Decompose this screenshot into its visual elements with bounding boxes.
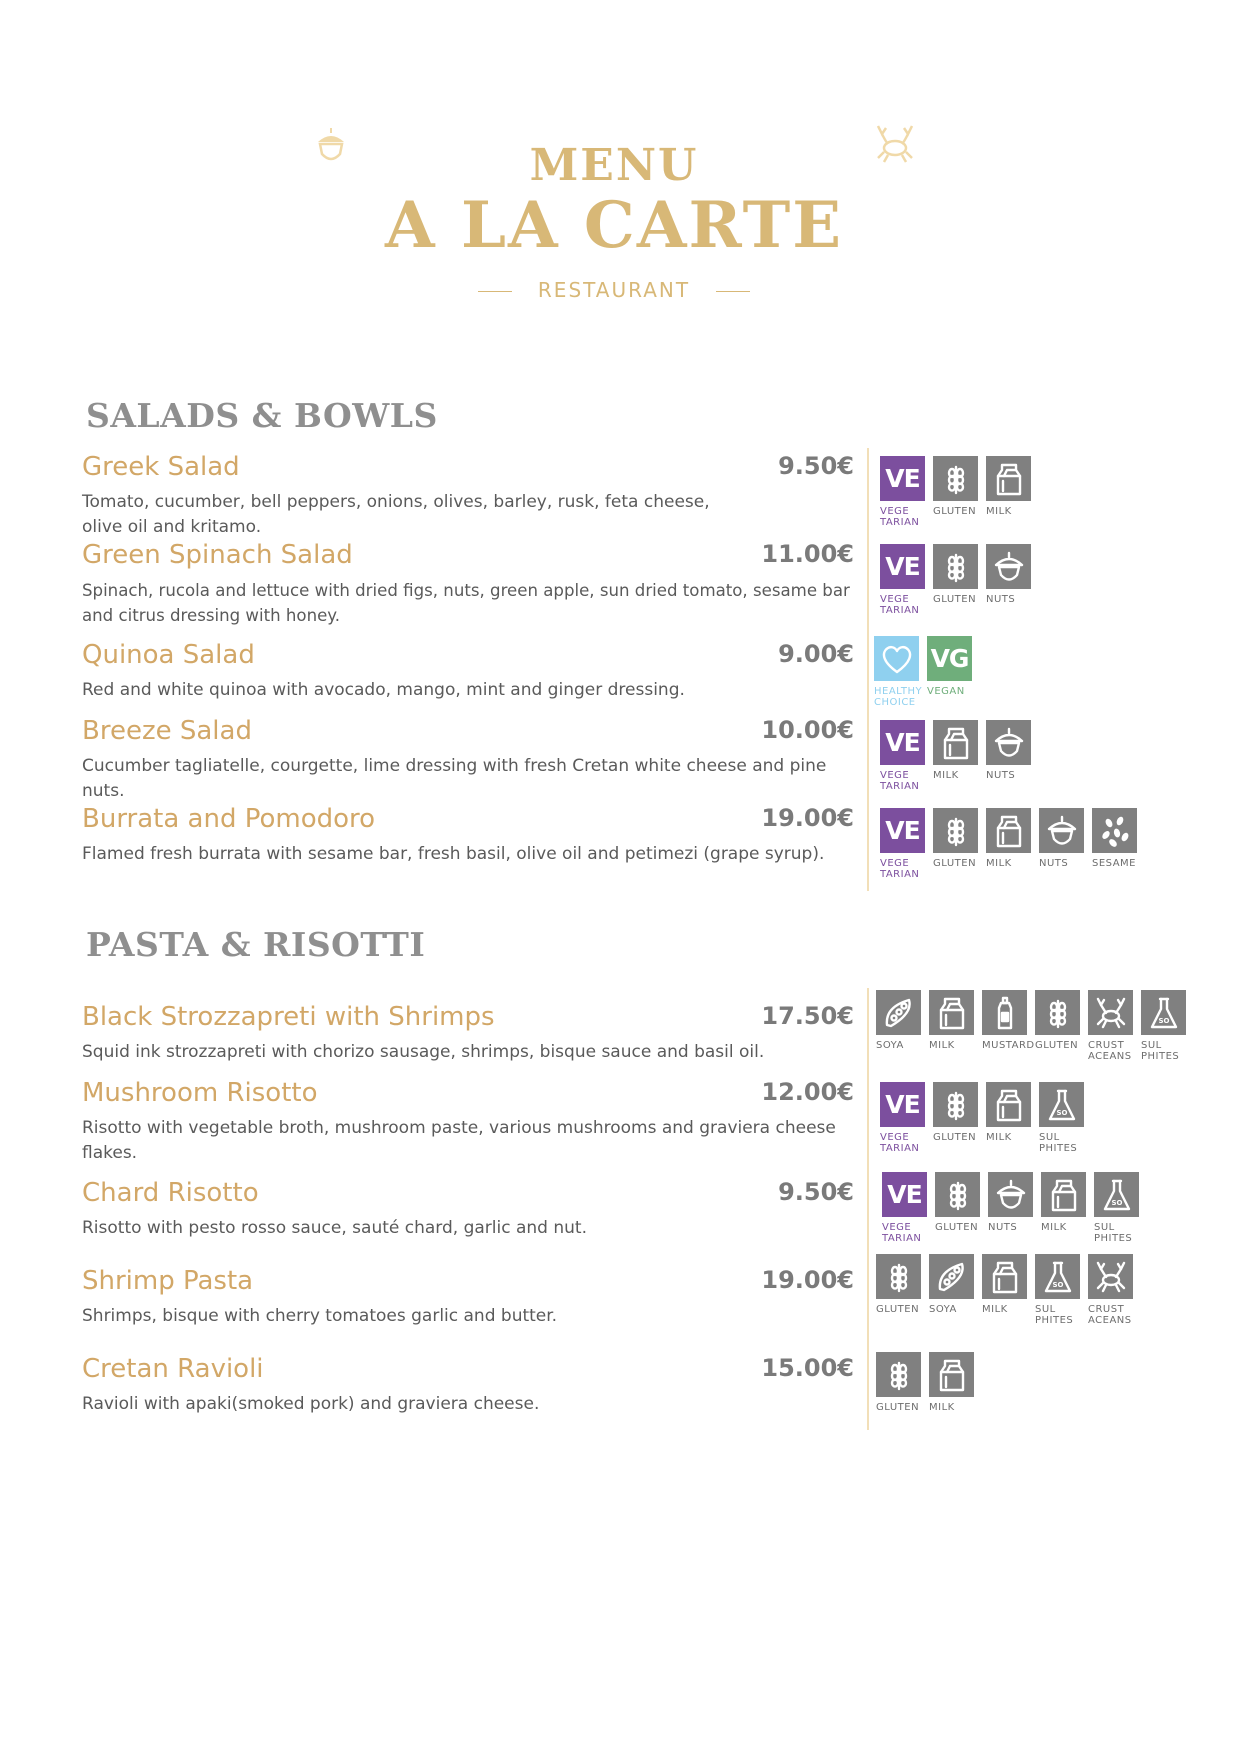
gluten-icon bbox=[933, 544, 978, 589]
milk-icon bbox=[1041, 1172, 1086, 1217]
divider bbox=[716, 291, 750, 292]
allergen-label: SUL PHITES bbox=[1035, 1304, 1074, 1326]
sulphites-badge bbox=[1039, 1082, 1089, 1154]
sulphites-icon bbox=[1141, 990, 1186, 1035]
nuts-icon bbox=[986, 720, 1031, 765]
section-title-pasta: PASTA & RISOTTI bbox=[86, 925, 426, 964]
allergen-label: GLUTEN bbox=[876, 1402, 920, 1413]
allergen-label: NUTS bbox=[988, 1222, 1018, 1233]
healthy-badge bbox=[874, 636, 924, 708]
vegetarian-badge bbox=[882, 1172, 932, 1244]
svg-text:SO: SO bbox=[1052, 1280, 1063, 1289]
vegetarian-icon: VE bbox=[880, 808, 925, 853]
dish-name: Breeze Salad bbox=[82, 716, 252, 746]
allergen-icons bbox=[874, 636, 980, 708]
allergen-label: MILK bbox=[986, 506, 1012, 517]
allergen-icons bbox=[880, 544, 1039, 616]
gluten-icon bbox=[933, 1082, 978, 1127]
gluten-badge bbox=[933, 808, 983, 880]
allergen-icons bbox=[876, 1352, 982, 1413]
dish-price: 9.50€ bbox=[778, 1178, 854, 1206]
allergen-label: VEGE TARIAN bbox=[880, 506, 920, 528]
sulphites-icon bbox=[1039, 1082, 1084, 1127]
allergen-label: VEGE TARIAN bbox=[880, 1132, 920, 1154]
dish-description: Flamed fresh burrata with sesame bar, fresh basil, olive oil and petimezi (grape syrup). bbox=[82, 844, 825, 864]
dish-name: Black Strozzapreti with Shrimps bbox=[82, 1002, 495, 1032]
gluten-icon bbox=[876, 1352, 921, 1397]
soya-icon bbox=[876, 990, 921, 1035]
allergen-label: MILK bbox=[929, 1040, 955, 1051]
vegetarian-icon: VE bbox=[882, 1172, 927, 1217]
dish-description: Cucumber tagliatelle, courgette, lime dressing with fresh Cretan white cheese and pine nuts. bbox=[82, 756, 827, 801]
allergen-label: VEGE TARIAN bbox=[882, 1222, 922, 1244]
crustaceans-badge bbox=[1088, 1254, 1138, 1326]
milk-badge bbox=[1041, 1172, 1091, 1244]
crustaceans-icon bbox=[1088, 990, 1133, 1035]
allergen-label: NUTS bbox=[986, 594, 1016, 605]
dish-name: Mushroom Risotto bbox=[82, 1078, 318, 1108]
dish-description: Red and white quinoa with avocado, mango, mint and ginger dressing. bbox=[82, 680, 685, 700]
allergen-label: VEGE TARIAN bbox=[880, 858, 920, 880]
vegan-icon: VG bbox=[927, 636, 972, 681]
milk-icon bbox=[933, 720, 978, 765]
mustard-badge bbox=[982, 990, 1035, 1062]
vegetarian-badge bbox=[880, 808, 930, 880]
nuts-badge bbox=[1039, 808, 1089, 880]
allergen-icons bbox=[880, 808, 1145, 880]
section-divider-line bbox=[867, 988, 869, 1430]
allergen-label: SUL PHITES bbox=[1094, 1222, 1133, 1244]
section-title-salads: SALADS & BOWLS bbox=[86, 396, 438, 435]
allergen-icons bbox=[880, 1082, 1092, 1154]
allergen-label: GLUTEN bbox=[876, 1304, 920, 1315]
restaurant-subtitle bbox=[0, 278, 1228, 302]
dish-description: Risotto with vegetable broth, mushroom paste, various mushrooms and graviera cheese flakes. bbox=[82, 1118, 836, 1163]
dish-price: 12.00€ bbox=[761, 1078, 854, 1106]
allergen-icons bbox=[880, 456, 1039, 528]
sesame-badge bbox=[1092, 808, 1142, 880]
allergen-label: HEALTHY CHOICE bbox=[874, 686, 923, 708]
allergen-label: CRUST ACEANS bbox=[1088, 1304, 1132, 1326]
healthy-icon bbox=[874, 636, 919, 681]
dish-description: Ravioli with apaki(smoked pork) and graviera cheese. bbox=[82, 1394, 540, 1414]
vegetarian-icon: VE bbox=[880, 456, 925, 501]
dish-price: 17.50€ bbox=[761, 1002, 854, 1030]
vegan-badge bbox=[927, 636, 977, 708]
gluten-badge bbox=[876, 1352, 926, 1413]
svg-text:SO: SO bbox=[1111, 1198, 1122, 1207]
nuts-badge bbox=[986, 544, 1036, 616]
allergen-label: VEGAN bbox=[927, 686, 965, 697]
allergen-label: NUTS bbox=[1039, 858, 1069, 869]
dish-name: Burrata and Pomodoro bbox=[82, 804, 376, 834]
gluten-badge bbox=[933, 544, 983, 616]
dish-price: 10.00€ bbox=[761, 716, 854, 744]
dish-name: Cretan Ravioli bbox=[82, 1354, 264, 1384]
allergen-label: MILK bbox=[986, 1132, 1012, 1143]
allergen-label: NUTS bbox=[986, 770, 1016, 781]
svg-text:SO: SO bbox=[1158, 1016, 1169, 1025]
sesame-icon bbox=[1092, 808, 1137, 853]
milk-badge bbox=[982, 1254, 1032, 1326]
allergen-label: GLUTEN bbox=[933, 1132, 977, 1143]
gluten-icon bbox=[876, 1254, 921, 1299]
vegetarian-badge bbox=[880, 544, 930, 616]
divider bbox=[478, 291, 512, 292]
gluten-icon bbox=[933, 456, 978, 501]
crustaceans-badge bbox=[1088, 990, 1138, 1062]
dish-price: 19.00€ bbox=[761, 804, 854, 832]
milk-badge bbox=[929, 1352, 979, 1413]
dish-description: Spinach, rucola and lettuce with dried figs, nuts, green apple, sun dried tomato, sesame bar and citrus dressing with honey. bbox=[82, 581, 850, 625]
soya-icon bbox=[929, 1254, 974, 1299]
vegetarian-badge bbox=[880, 720, 930, 792]
gluten-badge bbox=[933, 1082, 983, 1154]
milk-badge bbox=[929, 990, 979, 1062]
allergen-label: GLUTEN bbox=[1035, 1040, 1079, 1051]
nuts-icon bbox=[1039, 808, 1084, 853]
mustard-icon bbox=[982, 990, 1027, 1035]
dish-name: Quinoa Salad bbox=[82, 640, 255, 670]
vegetarian-badge bbox=[880, 456, 930, 528]
soya-badge bbox=[876, 990, 926, 1062]
dish-name: Greek Salad bbox=[82, 452, 240, 482]
milk-icon bbox=[986, 1082, 1031, 1127]
allergen-label: GLUTEN bbox=[933, 506, 977, 517]
dish-description: Risotto with pesto rosso sauce, sauté chard, garlic and nut. bbox=[82, 1218, 587, 1238]
dish-description: Tomato, cucumber, bell peppers, onions, olives, barley, rusk, feta cheese, olive oil and kritamo. bbox=[82, 492, 710, 537]
dish-name: Green Spinach Salad bbox=[82, 540, 353, 570]
allergen-label: SUL PHITES bbox=[1141, 1040, 1180, 1062]
allergen-icons bbox=[882, 1172, 1147, 1244]
sulphites-badge bbox=[1094, 1172, 1144, 1244]
gluten-badge bbox=[933, 456, 983, 528]
milk-badge bbox=[986, 456, 1036, 528]
dish-name: Chard Risotto bbox=[82, 1178, 259, 1208]
milk-icon bbox=[986, 456, 1031, 501]
milk-badge bbox=[933, 720, 983, 792]
crustaceans-icon bbox=[1088, 1254, 1133, 1299]
dish-price: 15.00€ bbox=[761, 1354, 854, 1382]
allergen-label: SOYA bbox=[929, 1304, 957, 1315]
allergen-label: GLUTEN bbox=[935, 1222, 979, 1233]
nuts-badge bbox=[988, 1172, 1038, 1244]
allergen-icons bbox=[876, 1254, 1141, 1326]
milk-icon bbox=[986, 808, 1031, 853]
dish-price: 9.00€ bbox=[778, 640, 854, 668]
dish-description: Squid ink strozzapreti with chorizo sausage, shrimps, bisque sauce and basil oil. bbox=[82, 1042, 765, 1062]
allergen-label: MILK bbox=[982, 1304, 1008, 1315]
gluten-icon bbox=[935, 1172, 980, 1217]
dish-price: 9.50€ bbox=[778, 452, 854, 480]
vegetarian-icon: VE bbox=[880, 720, 925, 765]
gluten-icon bbox=[933, 808, 978, 853]
soya-badge bbox=[929, 1254, 979, 1326]
vegetarian-icon: VE bbox=[880, 544, 925, 589]
allergen-icons bbox=[876, 990, 1194, 1062]
sulphites-icon bbox=[1035, 1254, 1080, 1299]
subtitle-text: RESTAURANT bbox=[537, 278, 691, 302]
vegetarian-badge bbox=[880, 1082, 930, 1154]
allergen-label: MILK bbox=[1041, 1222, 1067, 1233]
sulphites-icon bbox=[1094, 1172, 1139, 1217]
dish-price: 19.00€ bbox=[761, 1266, 854, 1294]
milk-icon bbox=[929, 1352, 974, 1397]
allergen-label: MILK bbox=[929, 1402, 955, 1413]
allergen-label: MILK bbox=[986, 858, 1012, 869]
allergen-label: GLUTEN bbox=[933, 858, 977, 869]
allergen-label: MUSTARD bbox=[982, 1040, 1035, 1051]
dish-description: Shrimps, bisque with cherry tomatoes garlic and butter. bbox=[82, 1306, 558, 1326]
section-divider-line bbox=[867, 448, 869, 891]
allergen-label: CRUST ACEANS bbox=[1088, 1040, 1132, 1062]
vegetarian-icon: VE bbox=[880, 1082, 925, 1127]
dish-name: Shrimp Pasta bbox=[82, 1266, 254, 1296]
sulphites-badge bbox=[1141, 990, 1191, 1062]
gluten-badge bbox=[935, 1172, 985, 1244]
gluten-badge bbox=[1035, 990, 1085, 1062]
dish-price: 11.00€ bbox=[761, 540, 854, 568]
nuts-icon bbox=[986, 544, 1031, 589]
gluten-badge bbox=[876, 1254, 926, 1326]
allergen-label: SUL PHITES bbox=[1039, 1132, 1078, 1154]
milk-icon bbox=[929, 990, 974, 1035]
milk-icon bbox=[982, 1254, 1027, 1299]
allergen-icons bbox=[880, 720, 1039, 792]
menu-title: MENU bbox=[529, 140, 699, 191]
svg-text:SO: SO bbox=[1056, 1108, 1067, 1117]
a-la-carte-title: A LA CARTE bbox=[385, 188, 843, 263]
milk-badge bbox=[986, 1082, 1036, 1154]
allergen-label: VEGE TARIAN bbox=[880, 594, 920, 616]
nuts-badge bbox=[986, 720, 1036, 792]
allergen-label: SOYA bbox=[876, 1040, 904, 1051]
allergen-label: MILK bbox=[933, 770, 959, 781]
gluten-icon bbox=[1035, 990, 1080, 1035]
allergen-label: VEGE TARIAN bbox=[880, 770, 920, 792]
milk-badge bbox=[986, 808, 1036, 880]
nuts-icon bbox=[988, 1172, 1033, 1217]
sulphites-badge bbox=[1035, 1254, 1085, 1326]
allergen-label: SESAME bbox=[1092, 858, 1136, 869]
allergen-label: GLUTEN bbox=[933, 594, 977, 605]
